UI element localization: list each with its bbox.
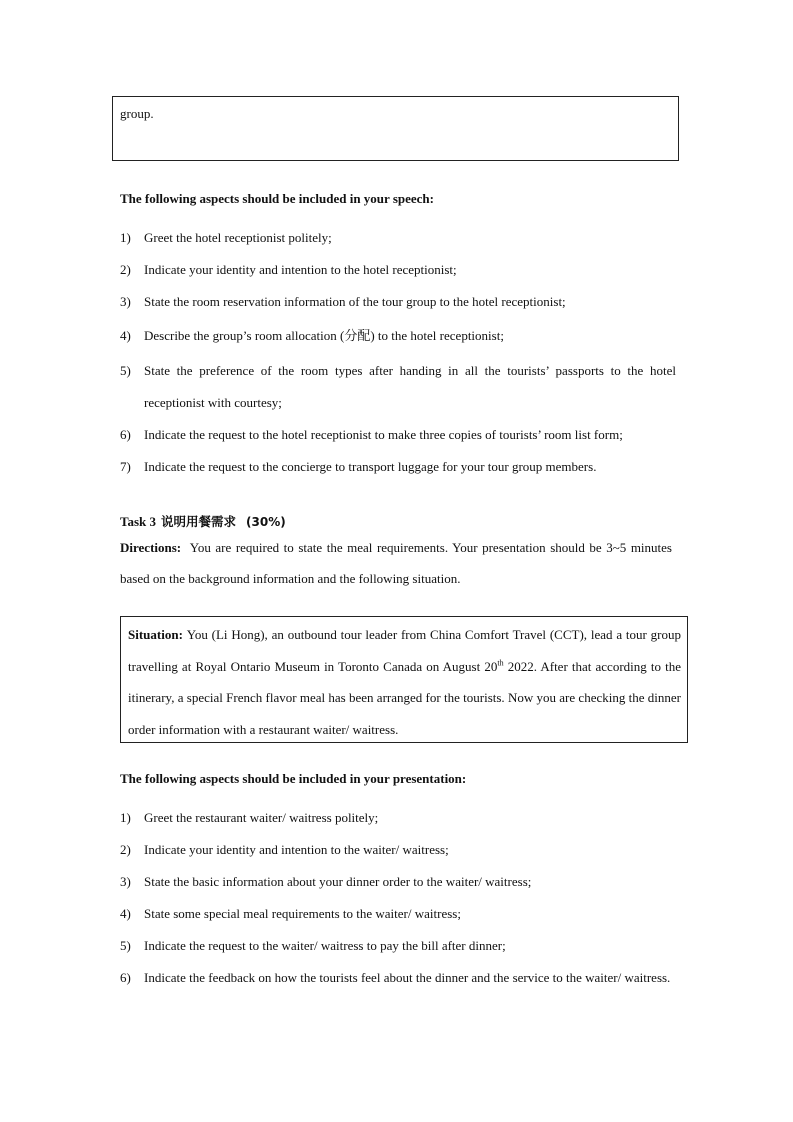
situation-label: Situation: xyxy=(128,627,183,642)
item-number: 3) xyxy=(120,874,131,889)
item-text: State the room reservation information of the tour group to the hotel receptionist; xyxy=(144,294,566,309)
task-weight: (30%) xyxy=(246,515,286,529)
item-number: 1) xyxy=(120,230,131,245)
directions-text: You are required to state the meal requirements. Your presentation should be 3~5 minutes based on the background information and the following situation. xyxy=(120,540,672,586)
item-number: 1) xyxy=(120,810,131,825)
task-chinese-title: 说明用餐需求 xyxy=(161,514,237,529)
continuation-box xyxy=(112,96,679,161)
item-text: Greet the hotel receptionist politely; xyxy=(144,230,332,245)
item-number: 6) xyxy=(120,427,131,442)
item-text: Describe the group’s room allocation (分配) to the hotel receptionist; xyxy=(144,328,504,343)
task-3-title xyxy=(120,512,286,530)
situation-box xyxy=(120,616,688,743)
item-text: State the preference of the room types after handing in all the tourists’ passports to the hotel receptionist with courtesy; xyxy=(144,363,676,410)
ordinal-suffix: th xyxy=(497,658,504,668)
item-number: 6) xyxy=(120,970,131,985)
item-number: 5) xyxy=(120,938,131,953)
item-text: State some special meal requirements to the waiter/ waitress; xyxy=(144,906,461,921)
item-number: 4) xyxy=(120,906,131,921)
directions-paragraph xyxy=(120,532,672,594)
speech-heading: The following aspects should be included in your speech: xyxy=(120,191,434,206)
item-number: 5) xyxy=(120,363,131,378)
continuation-text: group. xyxy=(120,106,154,121)
item-text: State the basic information about your dinner order to the waiter/ waitress; xyxy=(144,874,532,889)
item-text: Greet the restaurant waiter/ waitress politely; xyxy=(144,810,379,825)
item-text: Indicate the request to the hotel receptionist to make three copies of tourists’ room list form; xyxy=(144,427,623,442)
situation-text-end: 2022. After that according to the itinerary, a special French flavor meal has been arranged for the tourists. Now you are checking the dinner order information with a restaurant waiter/ waitress. xyxy=(128,658,681,737)
item-text: Indicate the request to the concierge to transport luggage for your tour group members. xyxy=(144,459,597,474)
directions-label: Directions: xyxy=(120,540,182,555)
item-text: Indicate your identity and intention to the hotel receptionist; xyxy=(144,262,457,277)
item-text: Indicate your identity and intention to the waiter/ waitress; xyxy=(144,842,449,857)
item-text: Indicate the feedback on how the tourists feel about the dinner and the service to the waiter/ waitress. xyxy=(144,970,671,985)
task-label: Task 3 xyxy=(120,514,157,529)
item-number: 7) xyxy=(120,459,131,474)
situation-text-start: You (Li Hong), an outbound tour leader from China Comfort Travel (CCT), lead a tour group travelling at Royal Ontario Museum in Toronto Canada on August 20 xyxy=(128,627,682,674)
item-number: 4) xyxy=(120,328,131,343)
item-number: 2) xyxy=(120,842,131,857)
item-number: 3) xyxy=(120,294,131,309)
item-number: 2) xyxy=(120,262,131,277)
presentation-heading: The following aspects should be included in your presentation: xyxy=(120,771,467,786)
item-text: Indicate the request to the waiter/ waitress to pay the bill after dinner; xyxy=(144,938,506,953)
